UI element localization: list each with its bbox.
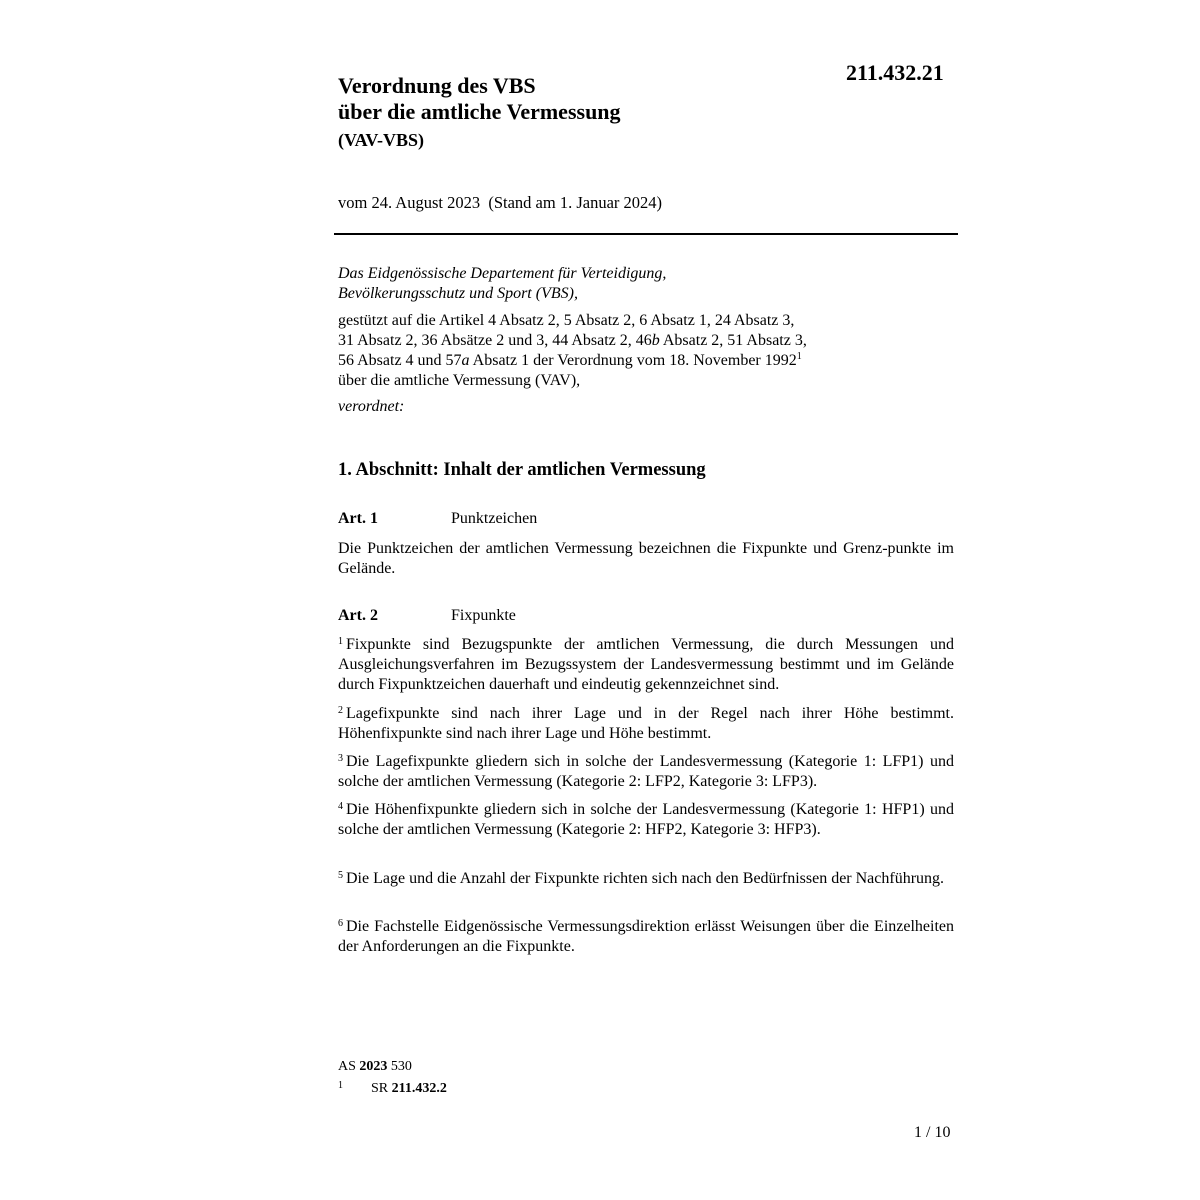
paragraph-text: Die Fachstelle Eidgenössische Vermessungsdirektion erlässt Weisungen über die Einzelheiten der Anforderungen an die Fixpunkte. <box>338 918 954 955</box>
article-2-paragraph-3 <box>338 752 954 792</box>
basis-line-2-b: Absatz 2, 51 Absatz 3, <box>659 332 807 349</box>
basis-line-2-italic: b <box>651 332 660 349</box>
basis-line-3 <box>338 351 807 371</box>
article-number: Art. 1 <box>338 510 378 527</box>
paragraph-text: Lagefixpunkte sind nach ihrer Lage und in der Regel nach ihrer Höhe bestimmt. Höhenfixpunkte sind nach ihrer Lage und Höhe bestimmt. <box>338 705 954 742</box>
footnote-prefix: SR <box>371 1081 392 1096</box>
title-line-2: über die amtliche Vermessung <box>338 99 621 124</box>
as-year: 2023 <box>359 1059 388 1074</box>
issuer-line-1: Das Eidgenössische Departement für Verteidigung, <box>338 265 667 282</box>
basis-line-1: gestützt auf die Artikel 4 Absatz 2, 5 Absatz 2, 6 Absatz 1, 24 Absatz 3, <box>338 312 795 329</box>
issuer-line-2: Bevölkerungsschutz und Sport (VBS), <box>338 285 578 302</box>
basis-line-2 <box>338 331 807 351</box>
date-line: vom 24. August 2023 (Stand am 1. Januar 2024) <box>338 193 663 212</box>
as-page: 530 <box>387 1059 412 1074</box>
article-1-paragraph: Die Punktzeichen der amtlichen Vermessung bezeichnen die Fixpunkte und Grenz-punkte im Gelände. <box>338 540 954 577</box>
paragraph-text: Die Lage und die Anzahl der Fixpunkte richten sich nach den Bedürfnissen der Nachführung. <box>346 870 945 887</box>
paragraph-number: 2 <box>338 705 343 716</box>
footnote <box>338 1080 447 1097</box>
issuer <box>338 264 666 304</box>
article-title: Punktzeichen <box>451 510 538 527</box>
article-2-heading <box>338 607 516 625</box>
paragraph-number: 1 <box>338 636 343 647</box>
article-title: Fixpunkte <box>451 607 516 624</box>
footnote-number: 1 <box>338 1080 343 1091</box>
basis-line-3-a: 56 Absatz 4 und 57 <box>338 352 462 369</box>
paragraph-number: 4 <box>338 801 343 812</box>
article-2-paragraph-2 <box>338 704 954 744</box>
article-2-paragraph-6 <box>338 917 954 957</box>
paragraph-number: 5 <box>338 870 343 881</box>
title-line-1: Verordnung des VBS <box>338 73 536 98</box>
paragraph-number: 6 <box>338 918 343 929</box>
section-title: 1. Abschnitt: Inhalt der amtlichen Vermessung <box>338 460 706 480</box>
header-divider <box>334 233 958 235</box>
article-2-paragraph-4 <box>338 800 954 840</box>
article-number: Art. 2 <box>338 607 378 624</box>
page-number: 1 / 10 <box>914 1124 951 1141</box>
paragraph-number: 3 <box>338 753 343 764</box>
footnote-reference[interactable]: 1 <box>796 351 802 362</box>
basis-line-4: über die amtliche Vermessung (VAV), <box>338 372 581 389</box>
basis-line-3-italic: a <box>461 352 470 369</box>
article-1-heading <box>338 510 537 528</box>
article-2-paragraph-5 <box>338 869 954 889</box>
paragraph-text: Fixpunkte sind Bezugspunkte der amtlichen Vermessung, die durch Messungen und Ausgleichungsverfahren im Bezugssystem der Landesvermessung bestimmt und im Gelände durch Fixpunktzeichen dauerhaft und eindeutig gekennzeichnet sind. <box>338 636 954 693</box>
sr-number: 211.432.21 <box>846 60 944 85</box>
document-abbreviation: (VAV-VBS) <box>338 130 425 150</box>
article-2-paragraph-1 <box>338 635 954 695</box>
basis-line-2-a: 31 Absatz 2, 36 Absätze 2 und 3, 44 Absatz 2, 46 <box>338 332 652 349</box>
basis-line-3-b: Absatz 1 der Verordnung vom 18. November 1992 <box>469 352 797 369</box>
as-prefix: AS <box>338 1059 360 1074</box>
enacting-clause: verordnet: <box>338 398 405 415</box>
paragraph-text: Die Höhenfixpunkte gliedern sich in solche der Landesvermessung (Kategorie 1: HFP1) und solche der amtlichen Vermessung (Kategorie 2: HFP2, Kategorie 3: HFP3). <box>338 801 954 838</box>
document-title <box>338 73 621 125</box>
legal-basis <box>338 311 807 391</box>
paragraph-text: Die Lagefixpunkte gliedern sich in solche der Landesvermessung (Kategorie 1: LFP1) und solche der amtlichen Vermessung (Kategorie 2: LFP2, Kategorie 3: LFP3). <box>338 753 954 790</box>
official-collection-reference <box>338 1059 412 1075</box>
footnote-sr-reference: 211.432.2 <box>391 1081 447 1096</box>
